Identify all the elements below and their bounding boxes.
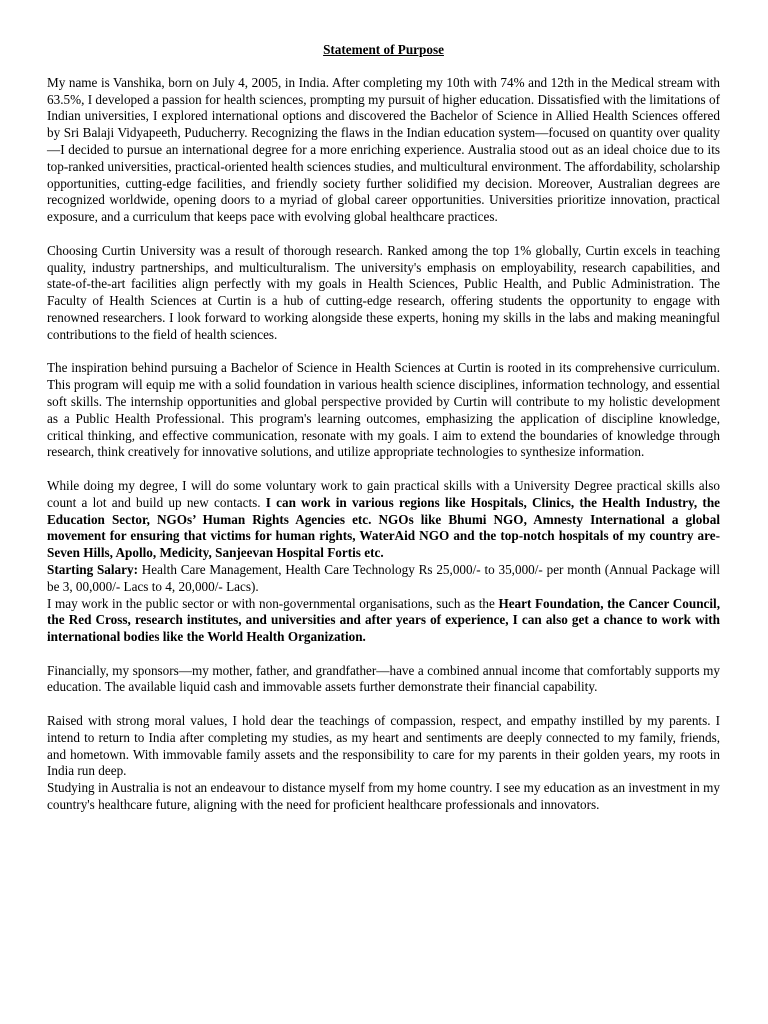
paragraph-starting-salary (47, 562, 720, 596)
public-sector-bold: Heart Foundation, the Cancer Council, the Red Cross, research institutes, and universities and after years of experience, I can also get a chance to work with international bodies like the World Health Organization. (47, 595, 721, 645)
paragraph-return-intent: Studying in Australia is not an endeavour to distance myself from my home country. I see my education as an investment in my country's healthcare future, aligning with the need for proficient healthcare professionals and innovators. (47, 780, 720, 813)
salary-text: Health Care Management, Health Care Technology Rs 25,000/- to 35,000/- per month (Annual Package will be 3, 00,000/- Lacs to 4, 20,000/- Lacs). (47, 561, 720, 594)
public-sector-text: I may work in the public sector or with non-governmental organisations, such as the (47, 595, 499, 611)
career-plans-text: While doing my degree, I will do some voluntary work to gain practical skills with a University Degree practical skills also count a lot and build up new contacts. (47, 477, 720, 510)
paragraph-moral-values: Raised with strong moral values, I hold dear the teachings of compassion, respect, and empathy instilled by my parents. I intend to return to India after completing my studies, as my heart and sentiments are deeply connected to my family, friends, and hometown. With immovable family assets and the responsibility to care for my parents in their golden years, my roots in India run deep. (47, 713, 720, 779)
paragraph-curtin-choice: Choosing Curtin University was a result of thorough research. Ranked among the top 1% globally, Curtin excels in teaching quality, industry partnerships, and multiculturalism. The university's emphasis on employability, research capabilities, and state-of-the-art facilities align perfectly with my goals in Health Sciences, Public Health, and Public Administration. The Faculty of Health Sciences at Curtin is a hub of cutting-edge research, offering students the opportunity to engage with renowned researchers. I look forward to working alongside these experts, honing my skills in the labs and making meaningful contributions to the field of health sciences. (47, 242, 720, 342)
paragraph-background: My name is Vanshika, born on July 4, 2005, in India. After completing my 10th with 74% and 12th in the Medical stream with 63.5%, I developed a passion for health sciences, prompting my pursuit of higher education. Dissatisfied with the limitations of Indian universities, I explored international options and discovered the Bachelor of Science in Allied Health Sciences offered by Sri Balaji Vidyapeeth, Puducherry. Recognizing the flaws in the Indian education system—focused on quantity over quality—I decided to pursue an international degree for a more enriching experience. Australia stood out as an ideal choice due to its top-ranked universities, practical-oriented health sciences studies, and multicultural environment. The affordability, scholarship opportunities, cutting-edge facilities, and friendly society further solidified my decision. Moreover, Australian degrees are recognized worldwide, opening doors to a myriad of global career opportunities. Universities prioritize innovation, practical exposure, and a curriculum that keeps pace with evolving global healthcare practices. (47, 74, 720, 225)
document-title: Statement of Purpose (323, 42, 444, 57)
paragraph-financial-support: Financially, my sponsors—my mother, father, and grandfather—have a combined annual income that comfortably supports my education. The available liquid cash and immovable assets further demonstrate their financial capability. (47, 662, 720, 695)
paragraph-program-inspiration: The inspiration behind pursuing a Bachelor of Science in Health Sciences at Curtin is rooted in its comprehensive curriculum. This program will equip me with a solid foundation in various health science disciplines, information technology, and essential soft skills. The internship opportunities and global perspective provided by Curtin will contribute to my holistic development as a Public Health Professional. This program's learning outcomes, emphasizing the application of discipline knowledge, critical thinking, and effective communication, resonate with my goals. I aim to extend the boundaries of knowledge through research, think creatively for innovative solutions, and utilize appropriate technologies to synthesize information. (47, 360, 720, 460)
salary-label: Starting Salary: (47, 561, 138, 577)
career-regions-bold: I can work in various regions like Hospitals, Clinics, the Health Industry, the Education Sector, NGOs’ Human Rights Agencies etc. NGOs like Bhumi NGO, Amnesty International a global movement for ensuring that victims for human rights, WaterAid NGO and the top-notch hospitals of my country are- Seven Hills, Apollo, Medicity, Sanjeevan Hospital Fortis etc. (47, 494, 721, 561)
paragraph-public-sector (47, 596, 720, 646)
paragraph-career-plans (47, 478, 720, 562)
